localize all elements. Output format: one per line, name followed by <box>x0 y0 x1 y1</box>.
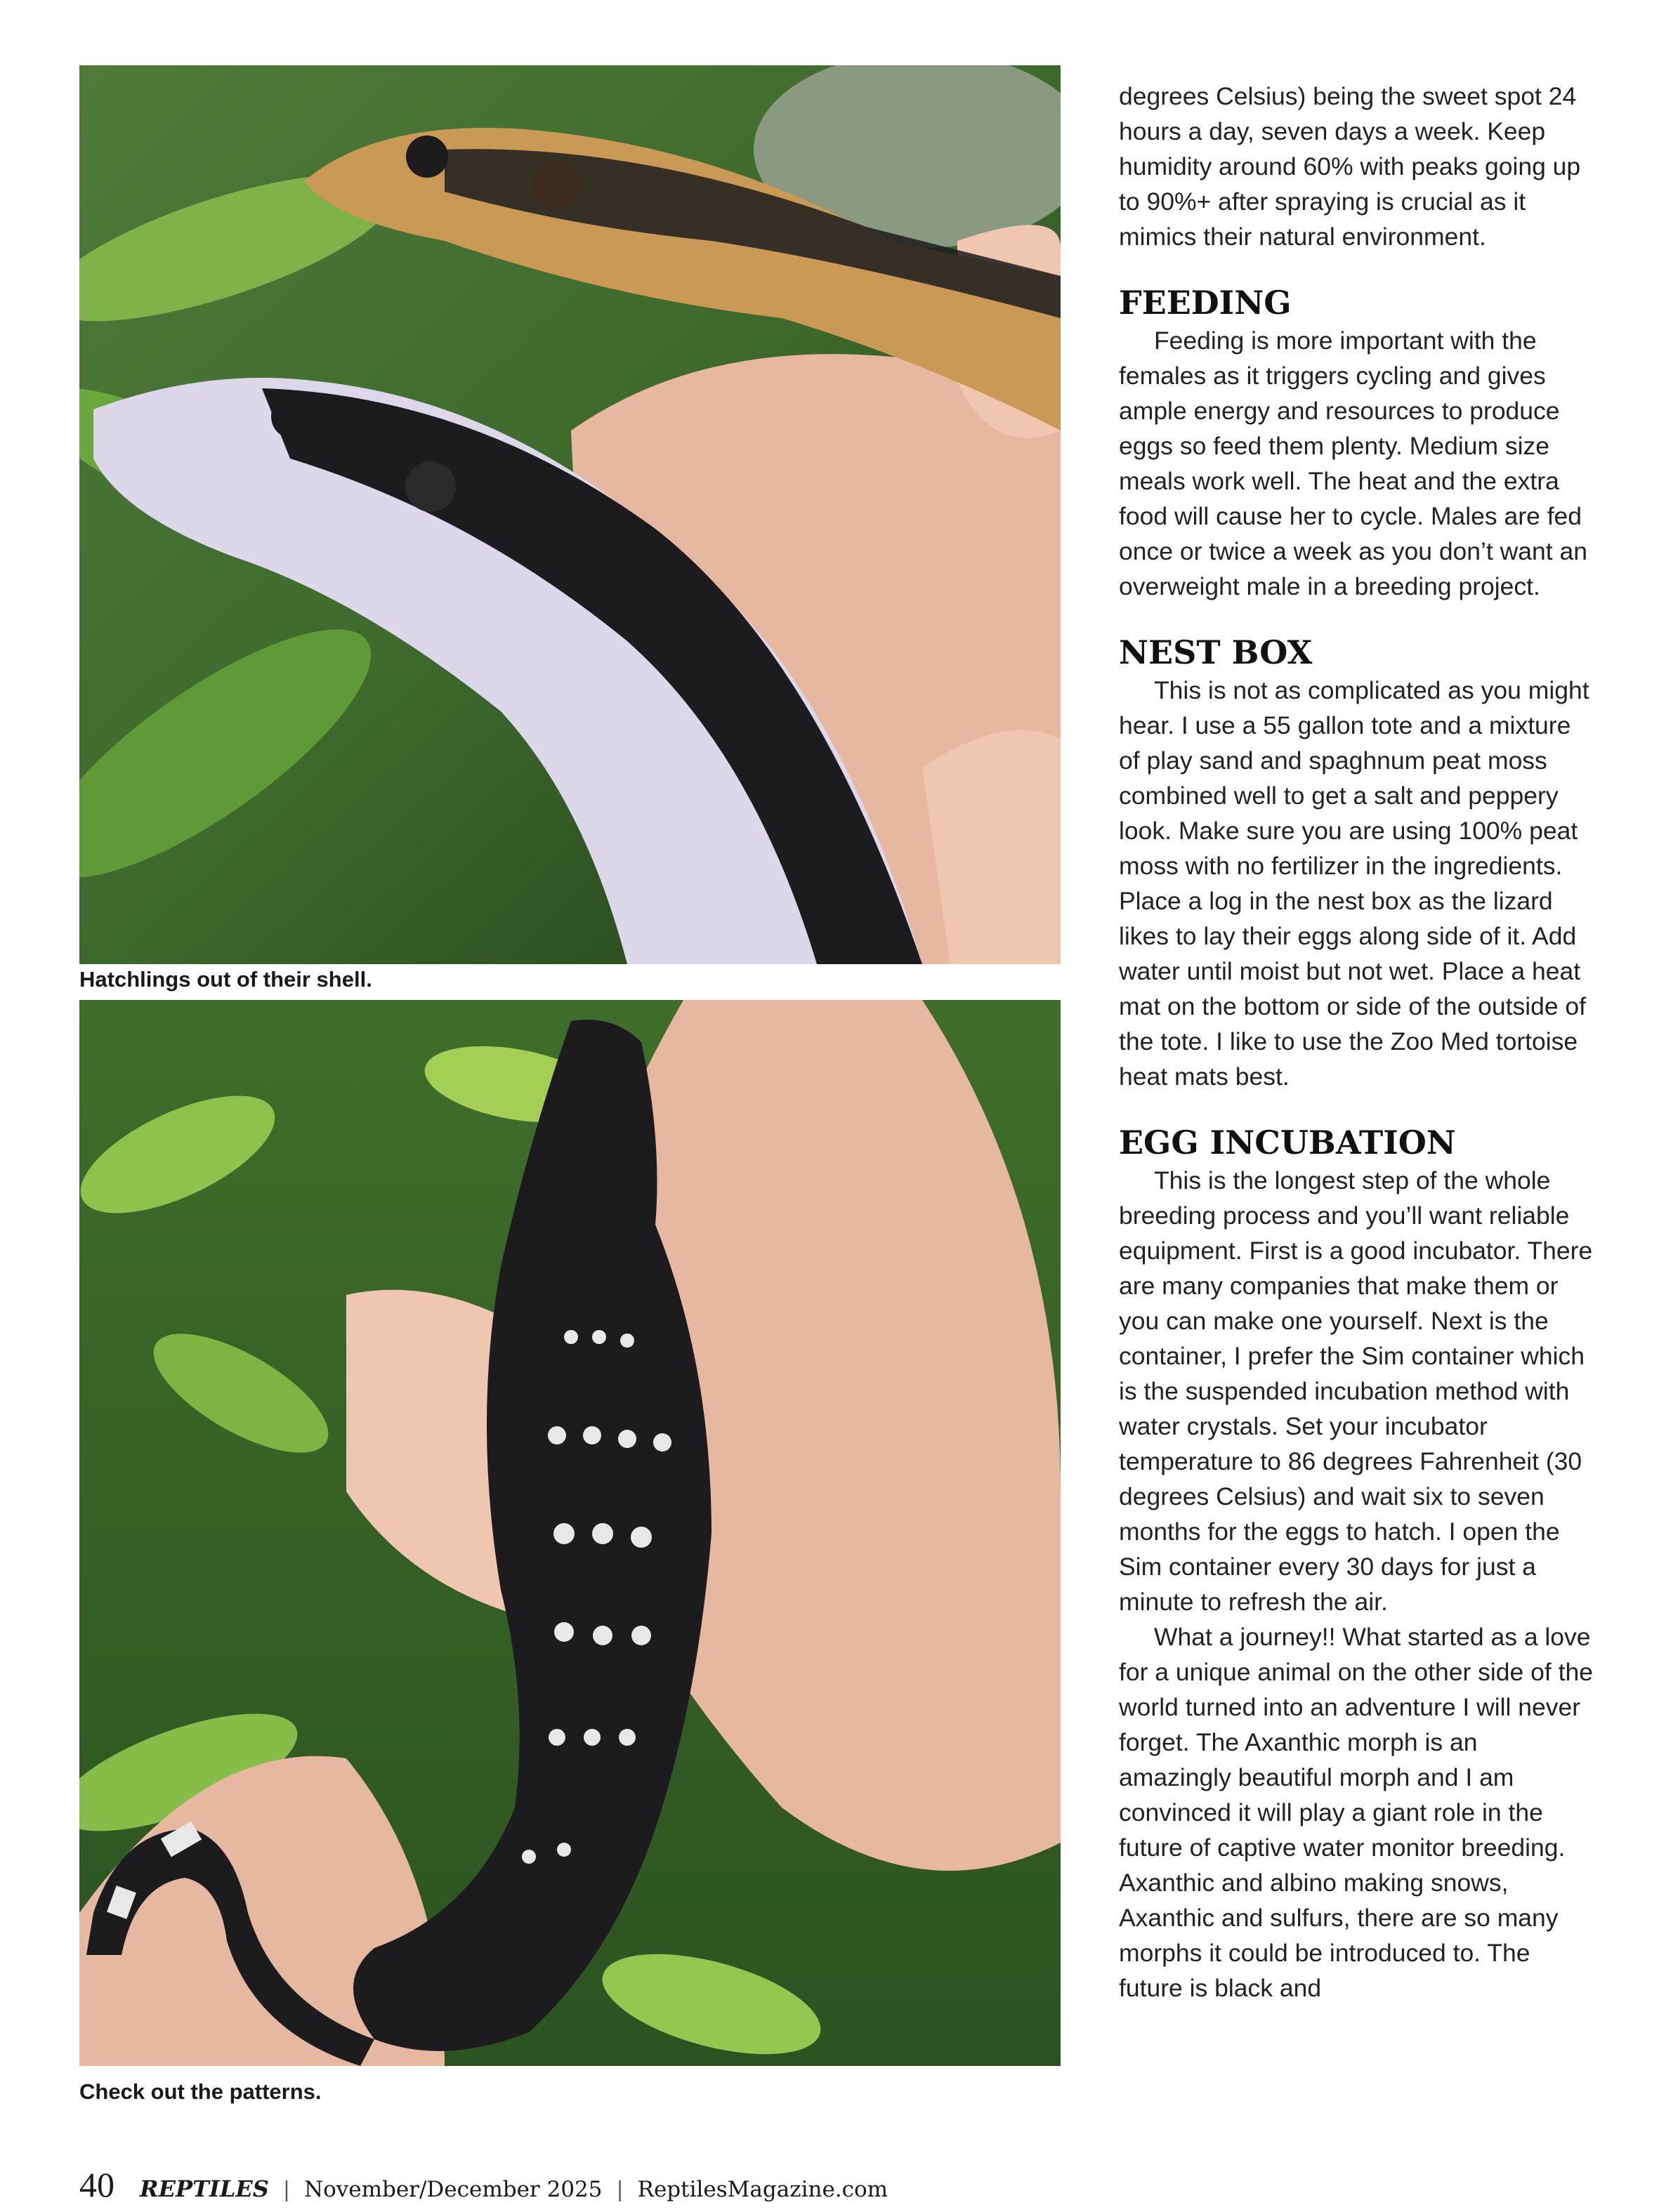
article-column <box>1119 79 1596 2006</box>
page-footer <box>79 2164 888 2206</box>
footer-separator: | <box>616 2178 624 2202</box>
nest-box-paragraph: This is not as complicated as you might hear. I use a 55 gallon tote and a mixture of play sand and spaghnum peat moss combined well to get a salt and peppery look. Make sure you are using 100% peat moss with no fertilizer in the ingredients. Place a log in the nest box as the lizard likes to lay their eggs along side of it. Add water until moist but not wet. Place a heat mat on the bottom or side of the outside of the tote. I like to use the Zoo Med tortoise heat mats best. <box>1119 676 1589 1091</box>
photo-caption-patterns: Check out the patterns. <box>79 2079 322 2104</box>
photo-caption-hatchlings: Hatchlings out of their shell. <box>79 967 372 992</box>
lizard-pattern-photo <box>79 1000 1061 2066</box>
website-link[interactable]: ReptilesMagazine.com <box>637 2177 888 2202</box>
magazine-name: REPTILES <box>140 2175 269 2202</box>
feeding-paragraph: Feeding is more important with the females as it triggers cycling and gives ample energy and resources to produce eggs so feed them plenty. Medium size meals work well. The heat and the extra food will cause her to cycle. Males are fed once or twice a week as you don’t want an overweight male in a breeding project. <box>1119 327 1587 600</box>
section-heading-feeding: FEEDING <box>1119 284 1292 322</box>
egg-incubation-paragraph: This is the longest step of the whole breeding process and you’ll want reliable equipment. First is a good incubator. There are many companies that make them or you can make one yourself. Next is the container, I prefer the Sim container which is the suspended incubation method with water crystals. Set your incubator temperature to 86 degrees Fahrenheit (30 degrees Celsius) and wait six to seven months for the eggs to hatch. I open the Sim container every 30 days for just a minute to refresh the air. <box>1119 1166 1593 1616</box>
issue-date: November/December 2025 <box>303 2177 603 2202</box>
page-number: 40 <box>79 2165 114 2204</box>
conclusion-paragraph: What a journey!! What started as a love for a unique animal on the other side of the world turned into an adventure I will never forget. The Axanthic morph is an amazingly beautiful morph and I am convinced it will play a giant role in the future of captive water monitor breeding. Axanthic and albino making snows, Axanthic and sulfurs, there are so many morphs it could be introduced to. The future is black and <box>1119 1623 1593 2002</box>
intro-paragraph: degrees Celsius) being the sweet spot 24 hours a day, seven days a week. Keep humidity around 60% with peaks going up to 90%+ after spraying is crucial as it mimics their natural environment. <box>1119 82 1581 251</box>
hatchlings-photo <box>79 65 1061 964</box>
section-heading-nest-box: NEST BOX <box>1119 633 1313 671</box>
section-heading-egg-incubation: EGG INCUBATION <box>1119 1124 1456 1161</box>
footer-separator: | <box>282 2178 290 2202</box>
